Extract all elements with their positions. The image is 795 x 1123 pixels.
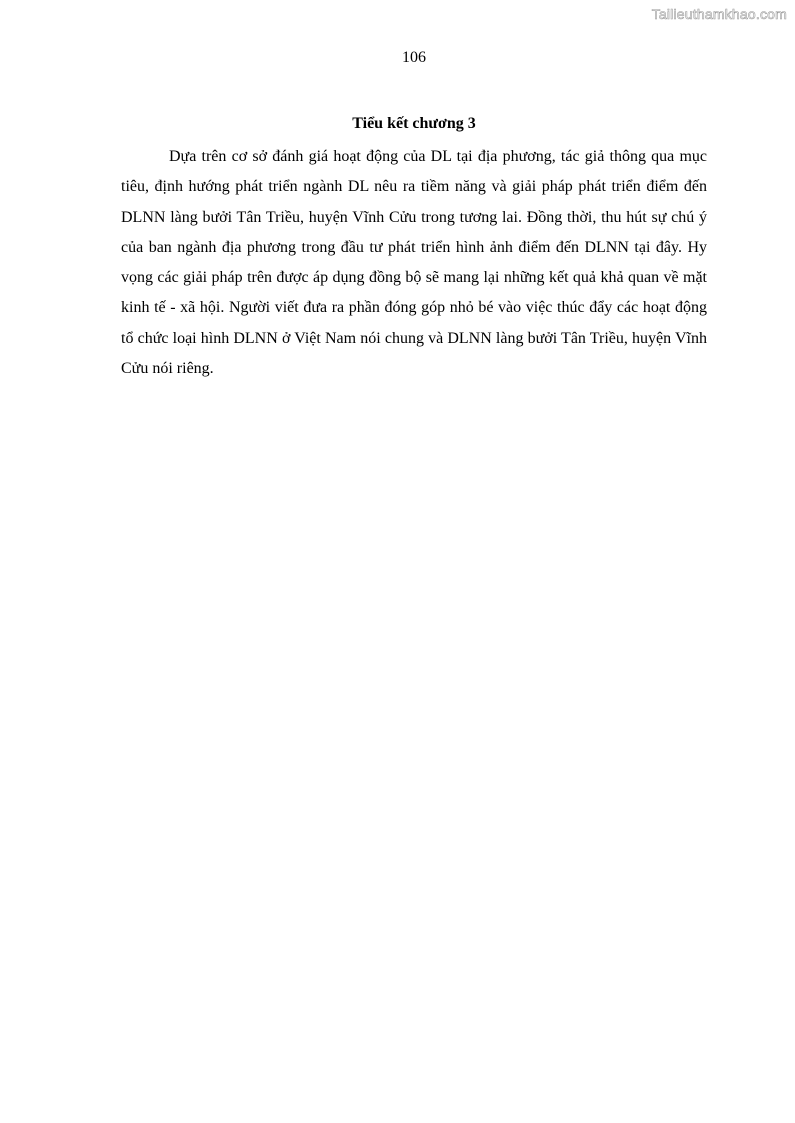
section-title: Tiểu kết chương 3	[352, 115, 476, 132]
page-number: 106	[402, 49, 426, 66]
body-paragraph: Dựa trên cơ sở đánh giá hoạt động của DL tại địa phương, tác giả thông qua mục tiêu, định hướng phát triển ngành DL nêu ra tiềm năng và giải pháp phát triển điểm đến DLNN làng bưởi Tân Triều, huyện Vĩnh Cửu trong tương lai. Đồng thời, thu hút sự chú ý của ban ngành địa phương trong đầu tư phát triển hình ảnh điểm đến DLNN tại đây. Hy vọng các giải pháp trên được áp dụng đồng bộ sẽ mang lại những kết quả khả quan về mặt kinh tế - xã hội. Người viết đưa ra phần đóng góp nhỏ bé vào việc thúc đẩy các hoạt động tổ chức loại hình DLNN ở Việt Nam nói chung và DLNN làng bưởi Tân Triều, huyện Vĩnh Cửu nói riêng.	[121, 148, 707, 378]
watermark: Tailieuthamkhao.com	[651, 6, 787, 22]
